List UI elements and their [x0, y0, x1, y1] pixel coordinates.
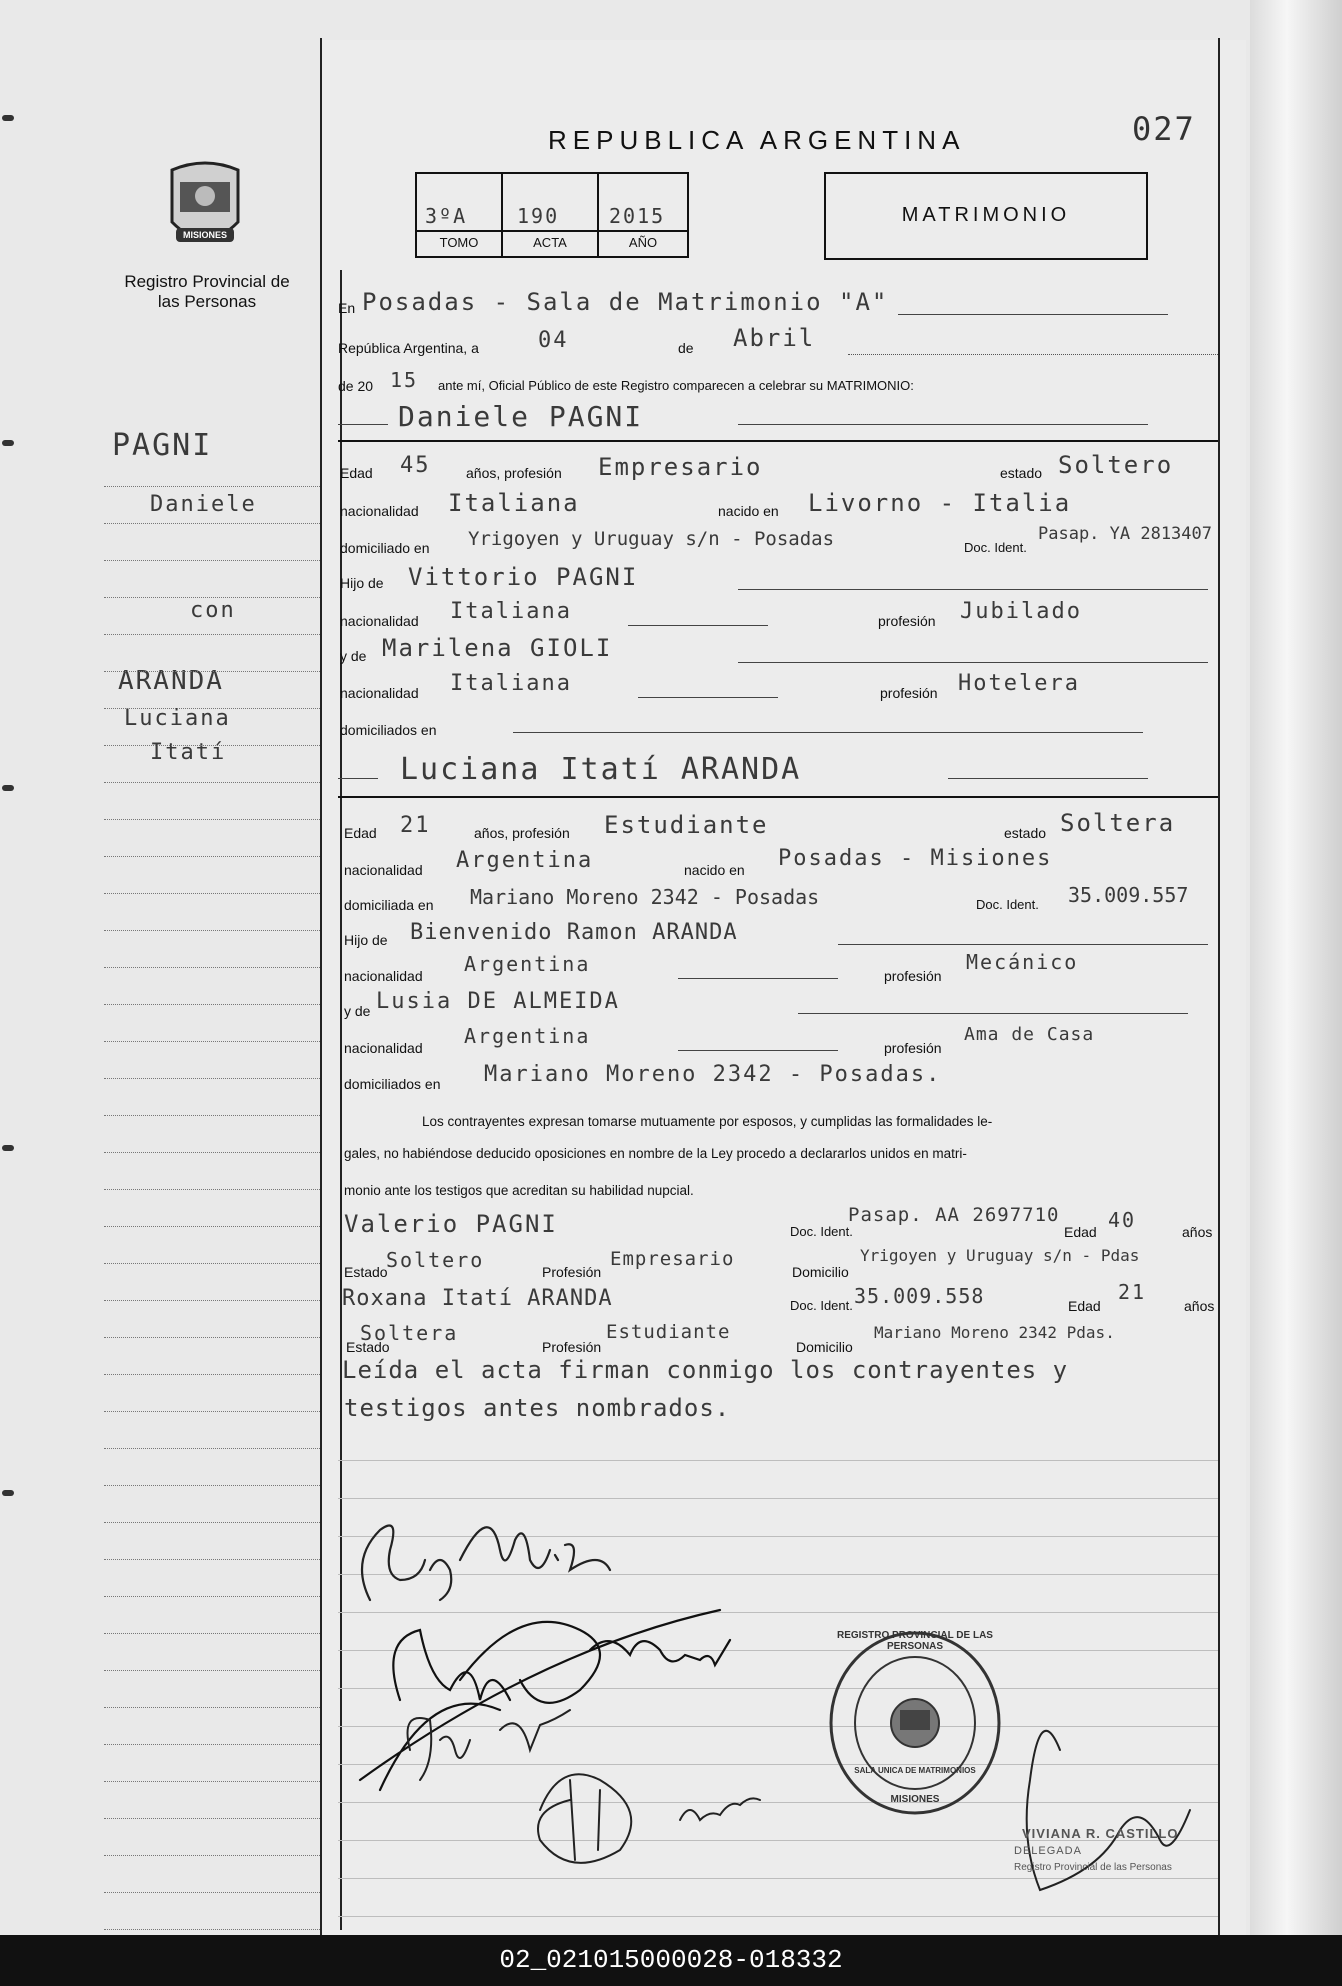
estado-label: Estado	[344, 1264, 388, 1280]
country-title: REPUBLICA ARGENTINA	[548, 125, 966, 155]
month-value: Abril	[733, 324, 816, 352]
margin-dotted-line	[104, 856, 320, 857]
tomo-value: 3ºA	[425, 204, 468, 228]
groom-age: 45	[400, 453, 431, 478]
doc-label: Doc. Ident.	[790, 1224, 853, 1239]
witness2-civil-state: Soltera	[360, 1321, 459, 1345]
margin-dotted-line	[104, 1448, 320, 1449]
estado-label: estado	[1004, 825, 1047, 841]
year-suffix-value: 15	[390, 368, 419, 392]
witness1-doc: Pasap. AA 2697710	[848, 1204, 1060, 1226]
bride-full-name: Luciana Itatí ARANDA	[400, 752, 802, 787]
binding-hole	[2, 440, 14, 446]
margin-dotted-line	[104, 1670, 320, 1671]
bride-nationality: Argentina	[456, 848, 594, 873]
doc-label: Doc. Ident.	[976, 897, 1039, 912]
bride-mother-profession: Ama de Casa	[964, 1024, 1095, 1045]
witness2-name: Roxana Itatí ARANDA	[342, 1286, 613, 1311]
day-value: 04	[538, 328, 569, 353]
margin-dotted-line	[104, 967, 320, 968]
bride-age-row	[338, 809, 1218, 845]
bride-parents-address-row	[338, 1062, 1218, 1096]
margin-rule	[320, 38, 322, 1935]
margin-dotted-line	[104, 893, 320, 894]
margin-groom-surname: PAGNI	[112, 428, 213, 463]
groom-father-row	[338, 565, 1218, 595]
scan-id-footer: 02_021015000028-018332	[0, 1935, 1342, 1986]
anio-label: AÑO	[628, 235, 658, 250]
bride-name-row	[338, 748, 1218, 796]
binding-hole	[2, 1145, 14, 1151]
margin-dotted-line	[104, 782, 320, 783]
margin-bride-name1: Luciana	[124, 706, 231, 731]
profesion-label: Profesión	[542, 1339, 602, 1355]
bride-signature	[360, 1610, 730, 1790]
margin-dotted-line	[104, 819, 320, 820]
groom-doc: Pasap. YA 2813407	[1038, 524, 1212, 544]
edad-label: Edad	[1068, 1298, 1101, 1314]
margin-dotted-line	[104, 634, 320, 635]
officer-registry: Registro Provincial de las Personas	[1014, 1862, 1172, 1873]
profesion-label: años, profesión	[466, 465, 562, 481]
witness1-address: Yrigoyen y Uruguay s/n - Pdas	[860, 1246, 1140, 1265]
doc-label: Doc. Ident.	[790, 1298, 853, 1313]
edad-label: Edad	[340, 465, 373, 481]
republica-label: República Argentina, a	[338, 340, 479, 356]
record-type: MATRIMONIO	[901, 204, 1071, 226]
margin-groom-name: Daniele	[150, 492, 257, 517]
closing-line1: Leída el acta firman conmigo los contrayentes y	[342, 1356, 1069, 1384]
binding-hole	[2, 115, 14, 121]
bride-father-nationality: Argentina	[464, 952, 591, 976]
margin-dotted-line	[104, 1337, 320, 1338]
margin-dotted-line	[104, 523, 320, 524]
margin-dotted-line	[104, 1633, 320, 1634]
margin-connector: con	[190, 598, 236, 623]
margin-dotted-line	[104, 1374, 320, 1375]
acta-label: ACTA	[533, 235, 567, 250]
hijo-label: Hijo de	[344, 932, 388, 948]
registry-name: Registro Provincial de las Personas	[124, 272, 290, 311]
nacionalidad-label: nacionalidad	[340, 685, 419, 701]
groom-father-profession: Jubilado	[960, 599, 1082, 624]
margin-dotted-line	[104, 1855, 320, 1856]
profesion-label: profesión	[880, 685, 938, 701]
margin-dotted-line	[104, 486, 320, 487]
profesion-label: años, profesión	[474, 825, 570, 841]
nacido-label: nacido en	[684, 862, 745, 878]
bride-nationality-row	[338, 846, 1218, 882]
witness2-details-row	[338, 1321, 1218, 1355]
groom-profession: Empresario	[598, 453, 763, 481]
yde-label: y de	[344, 1003, 371, 1019]
margin-dotted-line	[104, 1707, 320, 1708]
witness2-name-row	[338, 1280, 1218, 1316]
groom-mother: Marilena GIOLI	[382, 634, 613, 662]
bride-father-row	[338, 922, 1218, 952]
bride-mother: Lusia DE ALMEIDA	[376, 989, 620, 1014]
bride-father: Bienvenido Ramon ARANDA	[410, 920, 738, 945]
groom-mother-profession: Hotelera	[958, 671, 1080, 696]
doc-label: Doc. Ident.	[964, 540, 1027, 555]
groom-father-nationality: Italiana	[450, 599, 572, 624]
profesion-label: profesión	[878, 613, 936, 629]
nacionalidad-label: nacionalidad	[344, 968, 423, 984]
witness1-name: Valerio PAGNI	[344, 1210, 558, 1238]
witness2-profession: Estudiante	[606, 1321, 731, 1343]
bride-doc: 35.009.557	[1068, 883, 1189, 907]
margin-dotted-line	[104, 1744, 320, 1745]
ruled-line	[338, 1460, 1218, 1461]
page-edge	[1250, 0, 1342, 1935]
groom-mother-nat-row	[338, 671, 1218, 705]
groom-full-name: Daniele PAGNI	[398, 400, 644, 433]
margin-bride-surname: ARANDA	[118, 666, 224, 696]
margin-dotted-line	[104, 708, 320, 709]
witness1-civil-state: Soltero	[386, 1248, 485, 1272]
margin-dotted-line	[104, 1152, 320, 1153]
margin-dotted-line	[104, 1559, 320, 1560]
tomo-label: TOMO	[439, 235, 479, 250]
witness1-profession: Empresario	[610, 1248, 735, 1270]
edad-label: Edad	[344, 825, 377, 841]
bride-profession: Estudiante	[604, 811, 769, 839]
stamp-bottom-text: MISIONES	[890, 1794, 940, 1805]
bride-birthplace: Posadas - Misiones	[778, 846, 1053, 871]
yde-label: y de	[340, 648, 367, 664]
bride-mother-row	[338, 989, 1218, 1023]
edad-label: Edad	[1064, 1224, 1097, 1240]
groom-signature	[362, 1526, 610, 1601]
bride-mother-nat-row	[338, 1024, 1218, 1060]
de-label: de	[678, 340, 694, 356]
margin-dotted-line	[104, 1781, 320, 1782]
place-value: Posadas - Sala de Matrimonio "A"	[362, 288, 889, 316]
domicilio-label: Domicilio	[792, 1264, 849, 1280]
bride-civil-state: Soltera	[1060, 809, 1176, 837]
estado-label: estado	[1000, 465, 1043, 481]
declaration-line3: monio ante los testigos que acreditan su habilidad nupcial.	[344, 1183, 694, 1198]
record-type-box	[824, 172, 1148, 260]
bride-address: Mariano Moreno 2342 - Posadas	[470, 885, 820, 909]
margin-dotted-line	[104, 1263, 320, 1264]
margin-dotted-line	[104, 560, 320, 561]
nacionalidad-label: nacionalidad	[340, 613, 419, 629]
binding-hole	[2, 1490, 14, 1496]
groom-address-row	[338, 524, 1218, 560]
groom-parents-address-row	[338, 712, 1218, 742]
groom-nationality: Italiana	[448, 489, 580, 517]
nacionalidad-label: nacionalidad	[340, 503, 419, 519]
intro-year-row	[338, 368, 1218, 398]
page-number: 027	[1132, 110, 1196, 148]
groom-mother-row	[338, 634, 1218, 668]
margin-dotted-line	[104, 1189, 320, 1190]
closing-line2: testigos antes nombrados.	[344, 1394, 731, 1422]
margin-dotted-line	[104, 1041, 320, 1042]
bride-mother-nationality: Argentina	[464, 1024, 591, 1048]
margin-dotted-line	[104, 597, 320, 598]
margin-dotted-line	[104, 1929, 320, 1930]
witness1-details-row	[338, 1246, 1218, 1282]
groom-nationality-row	[338, 489, 1218, 523]
domiciliados-label: domiciliados en	[340, 722, 437, 738]
witness2-doc: 35.009.558	[854, 1284, 985, 1308]
stamp-icon	[826, 1628, 1004, 1818]
bride-parents-address: Mariano Moreno 2342 - Posadas.	[484, 1062, 942, 1087]
witness1-age: 40	[1108, 1208, 1137, 1232]
officer-name: VIVIANA R. CASTILLO	[1022, 1826, 1179, 1841]
bride-address-row	[338, 883, 1218, 917]
groom-address: Yrigoyen y Uruguay s/n - Posadas	[468, 528, 835, 550]
nacido-label: nacido en	[718, 503, 779, 519]
margin-dotted-line	[104, 1596, 320, 1597]
margin-dotted-line	[104, 1078, 320, 1079]
en-label: En	[338, 300, 356, 316]
witness1-name-row	[338, 1204, 1218, 1240]
estado-label: Estado	[346, 1339, 390, 1355]
margin-dotted-line	[104, 930, 320, 931]
profesion-label: profesión	[884, 1040, 942, 1056]
margin-dotted-line	[104, 1300, 320, 1301]
bride-father-profession: Mecánico	[966, 950, 1079, 974]
anos-label: años	[1182, 1224, 1213, 1240]
province-seal	[162, 160, 248, 260]
nacionalidad-label: nacionalidad	[344, 1040, 423, 1056]
margin-dotted-line	[104, 745, 320, 746]
declaration-line2: gales, no habiéndose deducido oposiciones en nombre de la Ley procedo a declararlos unidos en matri-	[344, 1146, 967, 1161]
margin-dotted-line	[104, 671, 320, 672]
margin-bride-name2: Itatí	[150, 740, 227, 765]
groom-father-nat-row	[338, 599, 1218, 633]
witness2-age: 21	[1118, 1280, 1147, 1304]
groom-name-row	[338, 400, 1218, 440]
province-seal-icon	[162, 160, 248, 260]
appear-text: ante mí, Oficial Público de este Registro comparecen a celebrar su MATRIMONIO:	[438, 378, 914, 393]
groom-age-row	[338, 451, 1218, 485]
acta-value: 190	[517, 204, 560, 228]
record-index-table	[415, 172, 689, 258]
margin-dotted-line	[104, 1892, 320, 1893]
groom-civil-state: Soltero	[1058, 451, 1174, 479]
witness2-address: Mariano Moreno 2342 Pdas.	[874, 1323, 1115, 1342]
bride-age: 21	[400, 813, 431, 838]
de20-label: de 20	[338, 378, 374, 394]
domicilio-label: Domicilio	[796, 1339, 853, 1355]
binding-hole	[2, 785, 14, 791]
declaration-line1: Los contrayentes expresan tomarse mutuamente por esposos, y cumplidas las formalidades le-	[422, 1114, 993, 1129]
margin-dotted-line	[104, 1485, 320, 1486]
anio-value: 2015	[609, 204, 666, 228]
margin-dotted-line	[104, 1004, 320, 1005]
nacionalidad-label: nacionalidad	[344, 862, 423, 878]
signatures	[340, 1480, 1220, 1920]
profesion-label: profesión	[884, 968, 942, 984]
groom-birthplace: Livorno - Italia	[808, 489, 1072, 517]
margin-dotted-line	[104, 1115, 320, 1116]
intro-date-row	[338, 324, 1218, 360]
margin-dotted-line	[104, 1226, 320, 1227]
bride-father-nat-row	[338, 950, 1218, 988]
margin-dotted-line	[104, 1411, 320, 1412]
official-stamp	[826, 1628, 1004, 1818]
domiciliados-label: domiciliados en	[344, 1076, 441, 1092]
domiciliada-label: domiciliada en	[344, 897, 434, 913]
domiciliado-label: domiciliado en	[340, 540, 430, 556]
margin-dotted-line	[104, 1522, 320, 1523]
stamp-ring-text: REGISTRO PROVINCIAL DE LAS PERSONAS	[837, 1630, 993, 1652]
officer-title: DELEGADA	[1014, 1845, 1082, 1857]
witness-signatures	[408, 1710, 761, 1863]
seal-label: MISIONES	[182, 230, 227, 240]
anos-label: años	[1184, 1298, 1215, 1314]
hijo-label: Hijo de	[340, 575, 384, 591]
intro-place-row	[338, 290, 1218, 320]
margin-dotted-line	[104, 1818, 320, 1819]
stamp-inner-text: SALA UNICA DE MATRIMONIOS	[854, 1766, 976, 1775]
profesion-label: Profesión	[542, 1264, 602, 1280]
groom-father: Vittorio PAGNI	[408, 563, 639, 591]
groom-mother-nationality: Italiana	[450, 671, 572, 696]
